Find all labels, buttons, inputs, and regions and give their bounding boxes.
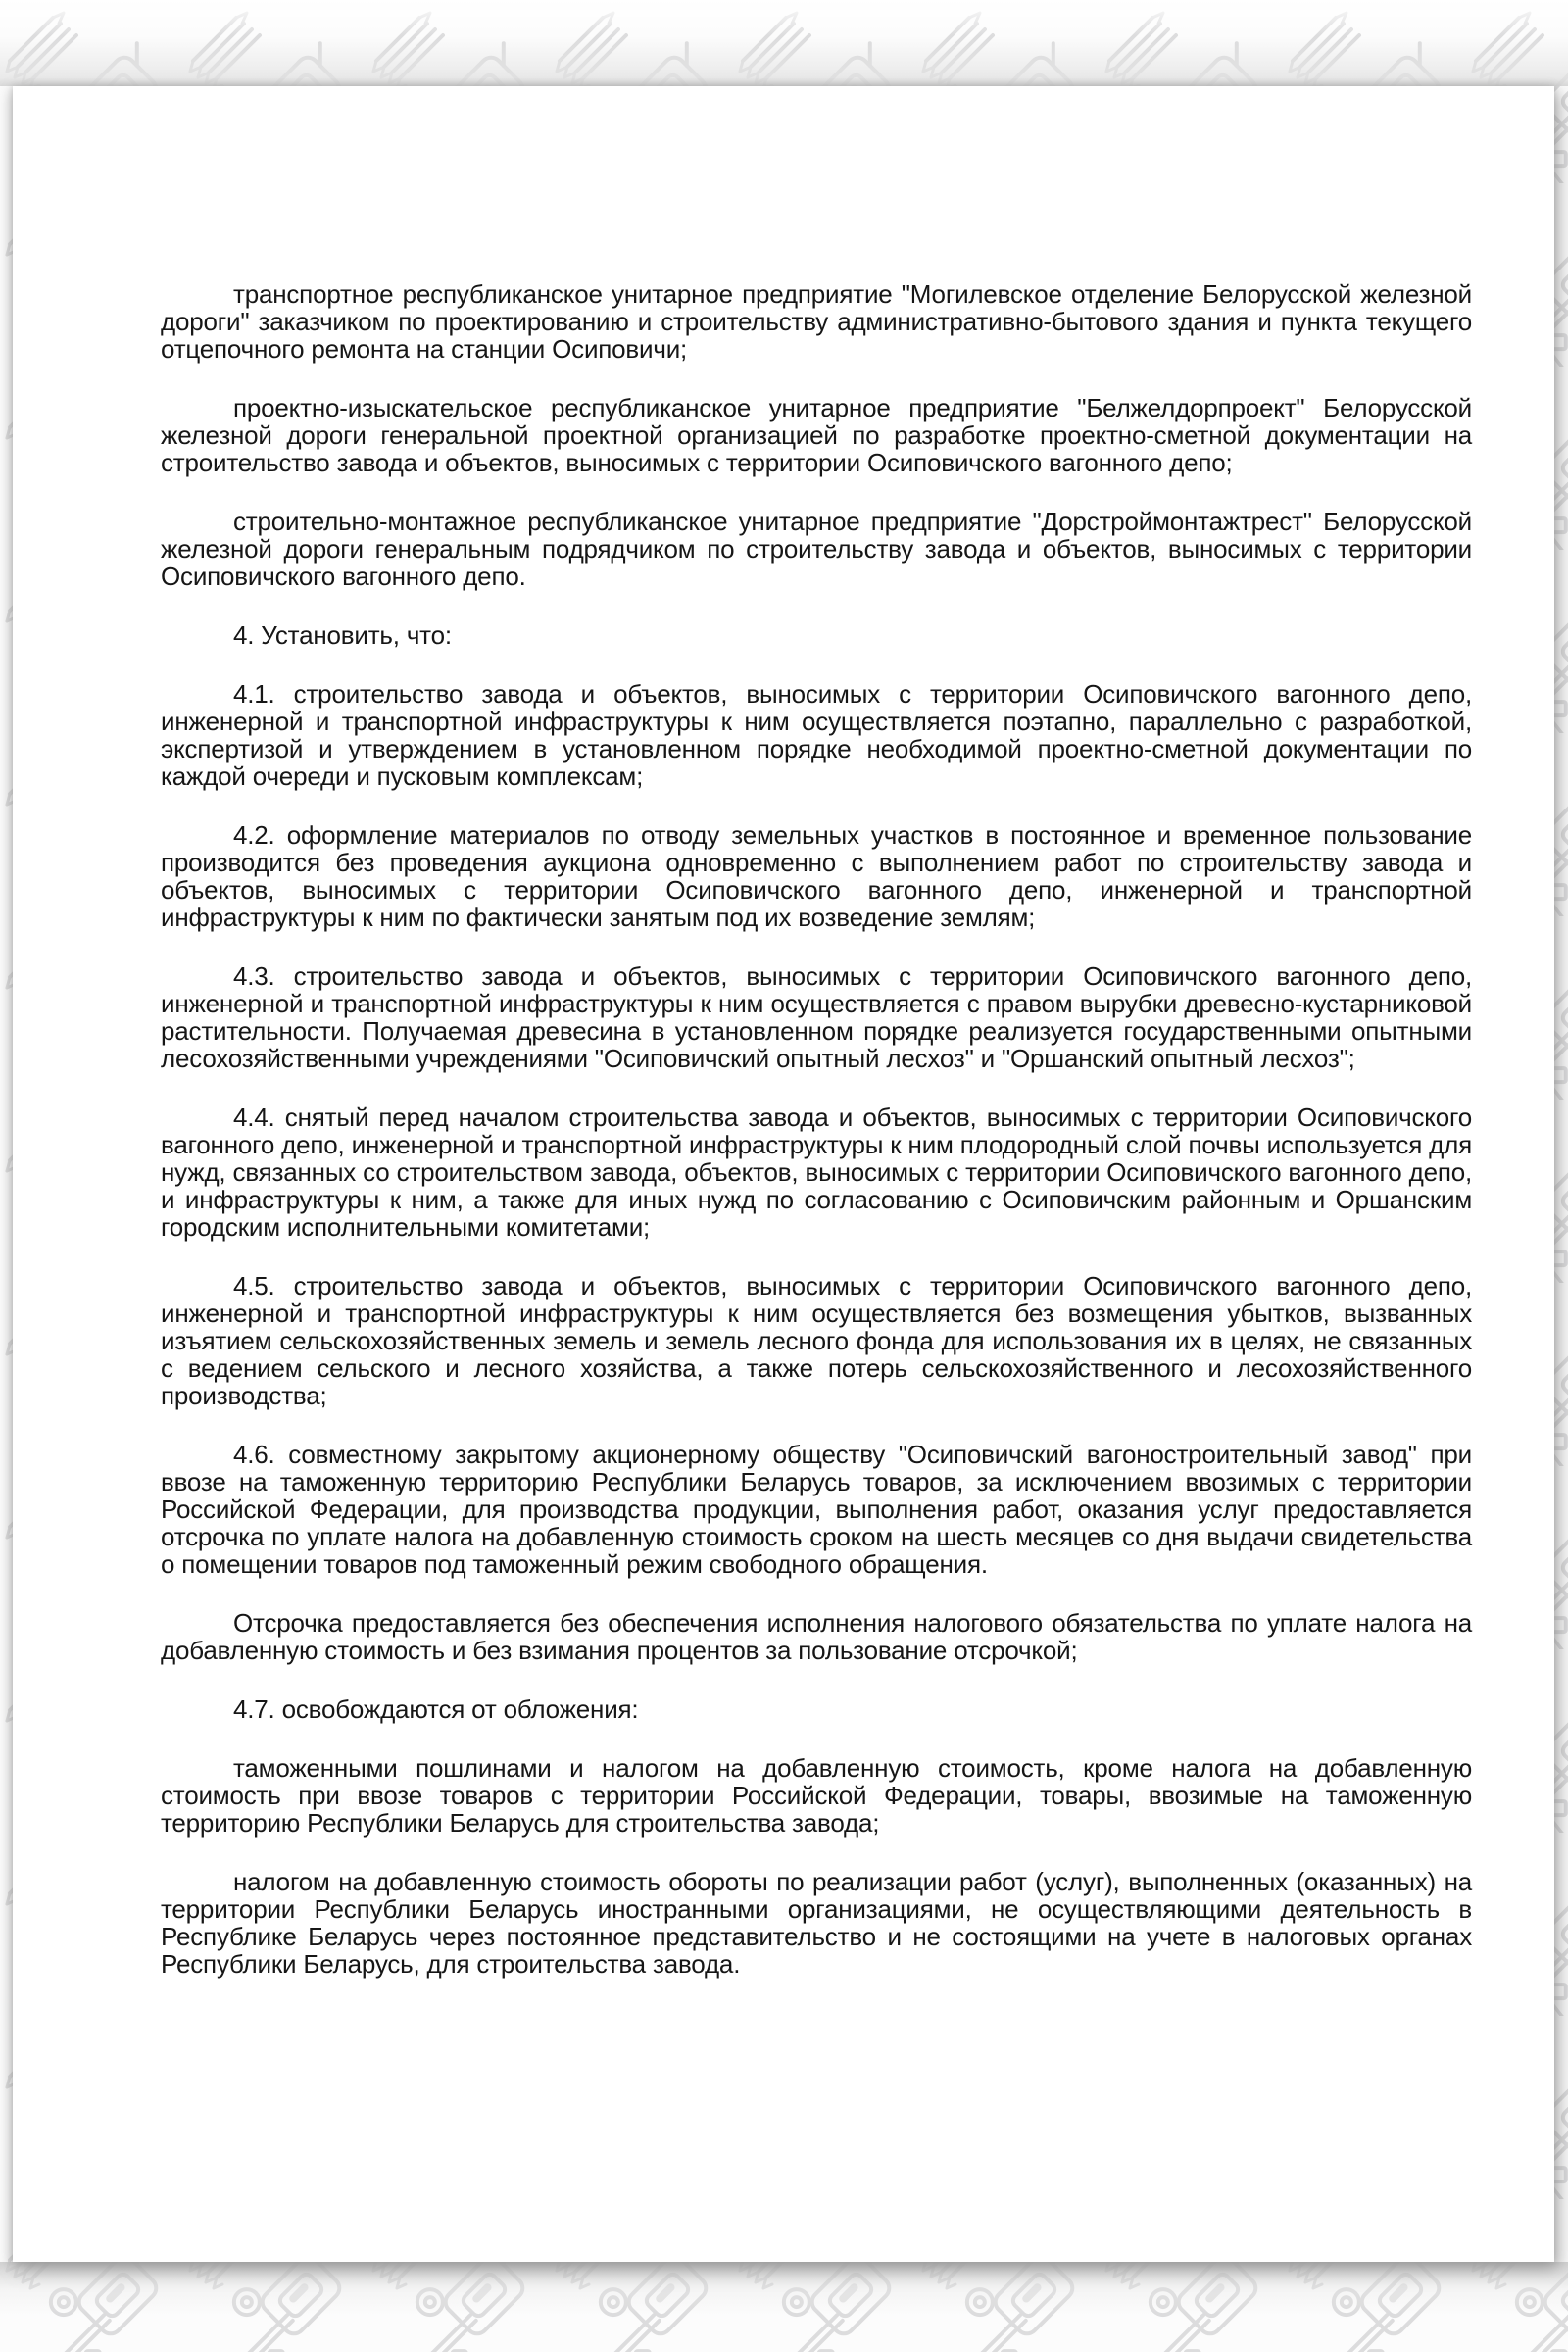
clause-4-5: 4.5. строительство завода и объектов, выносимых с территории Осиповичского вагонного депо, инженерной и транспортной инфраструктуры к ним осуществляется без возмещения убытков, вызванных изъятием сельскохозяйственных земель и земель лесного фонда для использования их в целях, не связанных с ведением сельского и лесного хозяйства, а также потерь сельскохозяйственного и лесохозяйственного производства; bbox=[161, 1271, 1472, 1410]
paragraph-vat-turnover-exemption: налогом на добавленную стоимость обороты по реализации работ (услуг), выполненных (оказанных) на территории Республики Беларусь иностранными организациями, не осуществляющими деятельность в Республике Беларусь через постоянное представительство и не состоящими на учете в налоговых органах Республики Беларусь, для строительства завода. bbox=[161, 1867, 1472, 1979]
clause-4-6: 4.6. совместному закрытому акционерному обществу "Осиповичский вагоностроительный завод" при ввозе на таможенную территорию Республики Беларусь товаров, за исключением ввозимых с территории Российской Федерации, для производства продукции, выполнения работ, оказания услуг предоставляется отсрочка по уплате налога на добавленную стоимость сроком на шесть месяцев со дня выдачи свидетельства о помещении товаров под таможенный режим свободного обращения. bbox=[161, 1440, 1472, 1579]
paragraph-deferral-note: Отсрочка предоставляется без обеспечения исполнения налогового обязательства по уплате налога на добавленную стоимость и без взимания процентов за пользование отсрочкой; bbox=[161, 1608, 1472, 1665]
document-page bbox=[13, 86, 1554, 2262]
clause-4-1: 4.1. строительство завода и объектов, выносимых с территории Осиповичского вагонного депо, инженерной и транспортной инфраструктуры к ним осуществляется поэтапно, параллельно с разработкой, экспертизой и утверждением в установленном порядке необходимой проектно-сметной документации по каждой очереди и пусковым комплексам; bbox=[161, 679, 1472, 791]
clause-4-2: 4.2. оформление материалов по отводу земельных участков в постоянное и временное пользование производится без проведения аукциона одновременно с выполнением работ по строительству завода и объектов, выносимых с территории Осиповичского вагонного депо, инженерной и транспортной инфраструктуры к ним по фактически занятым под их возведение землям; bbox=[161, 820, 1472, 932]
clause-4-7: 4.7. освобождаются от обложения: bbox=[233, 1694, 639, 1724]
document-content bbox=[13, 86, 1554, 1978]
paragraph-designer-belzheldorproekt: проектно-изыскательское республиканское унитарное предприятие "Белжелдорпроект" Белорусской железной дороги генеральной проектной организацией по разработке проектно-сметной документации на строительство завода и объектов, выносимых с территории Осиповичского вагонного депо; bbox=[161, 393, 1472, 477]
clause-4-heading: 4. Установить, что: bbox=[233, 620, 452, 650]
clause-4-3: 4.3. строительство завода и объектов, выносимых с территории Осиповичского вагонного депо, инженерной и транспортной инфраструктуры к ним осуществляется с правом вырубки древесно-кустарниковой растительности. Получаемая древесина в установленном порядке реализуется государственными опытными лесохозяйственными учреждениями "Осиповичский опытный лесхоз" и "Оршанский опытный лесхоз"; bbox=[161, 961, 1472, 1073]
clause-4-4: 4.4. снятый перед началом строительства завода и объектов, выносимых с территории Осиповичского вагонного депо, инженерной и транспортной инфраструктуры к ним плодородный слой почвы используется для нужд, связанных со строительством завода, объектов, выносимых с территории Осиповичского вагонного депо, и инфраструктуры к ним, а также для иных нужд по согласованию с Осиповичским районным и Оршанским городским исполнительными комитетами; bbox=[161, 1102, 1472, 1242]
paragraph-customer-mogilev: транспортное республиканское унитарное предприятие "Могилевское отделение Белорусской железной дороги" заказчиком по проектированию и строительству административно-бытового здания и пункта текущего отцепочного ремонта на станции Осиповичи; bbox=[161, 279, 1472, 364]
paragraph-customs-duties-exemption: таможенными пошлинами и налогом на добавленную стоимость, кроме налога на добавленную стоимость при ввозе товаров с территории Российской Федерации, товары, ввозимые на таможенную территорию Республики Беларусь для строительства завода; bbox=[161, 1753, 1472, 1838]
paragraph-contractor-dorstroymontazh: строительно-монтажное республиканское унитарное предприятие "Дорстроймонтажтрест" Белорусской железной дороги генеральным подрядчиком по строительству завода и объектов, выносимых с территории Осиповичского вагонного депо. bbox=[161, 507, 1472, 591]
